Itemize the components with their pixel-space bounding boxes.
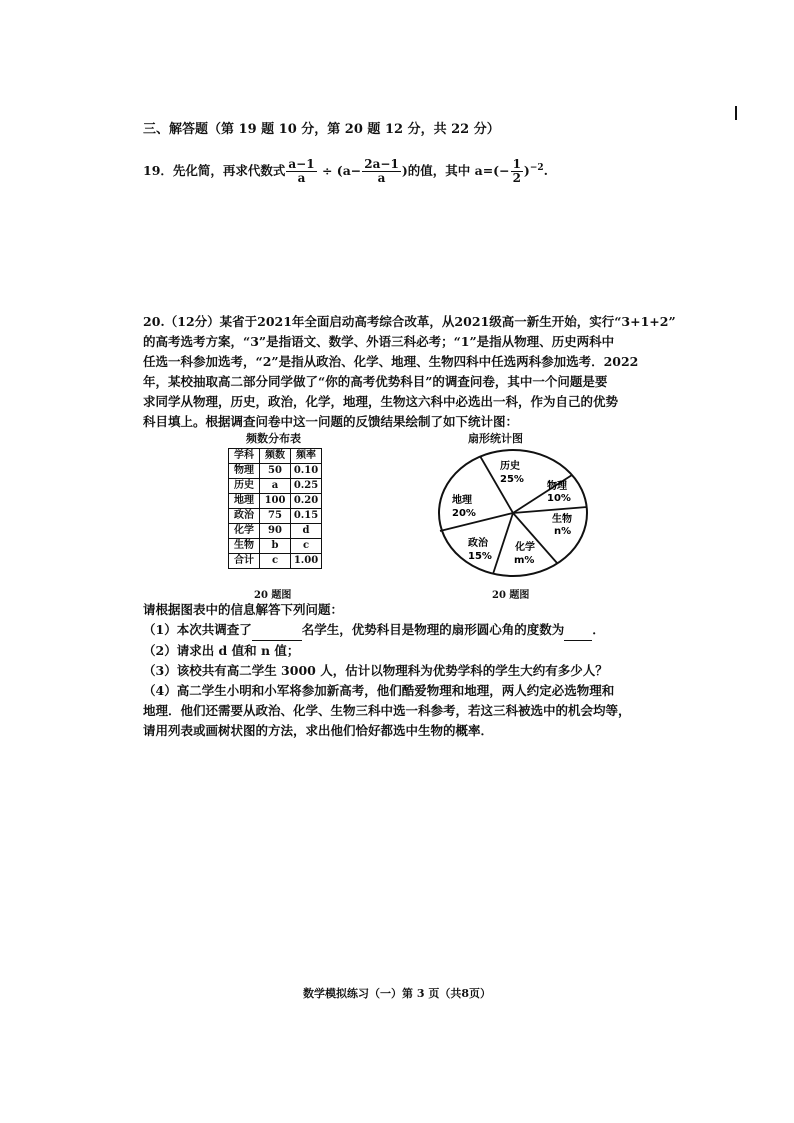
answer-blank [564,620,592,641]
pie-label-chemistry: 化学 [515,542,535,553]
table-cell: c [260,554,291,569]
q19-paren-close: )的值，其中 a=(− [401,163,510,179]
q19-prefix: 19．先化简，再求代数式 [143,163,286,179]
sub-question-4: 地理．他们还需要从政治、化学、生物三科中选一科参考，若这三科被选中的机会均等， [143,703,631,718]
after-chart-text: 请根据图表中的信息解答下列问题： [143,602,344,617]
pie-label-physics: 物理 [547,481,567,492]
table-row [229,479,322,494]
pie-pct-history: 25% [500,474,524,485]
table-cell: 0.10 [291,464,322,479]
pie-title: 扇形统计图 [468,432,523,445]
table-header-cell: 频率 [291,449,322,464]
table-cell: 生物 [229,539,260,554]
pie-pct-chemistry: m% [514,555,535,566]
table-header-cell: 学科 [229,449,260,464]
pie-divider [440,513,513,531]
table-cell: 历史 [229,479,260,494]
table-cell: 90 [260,524,291,539]
table-cell: 物理 [229,464,260,479]
pie-divider [513,507,587,513]
fraction-1-over-2: $\frac{1}{2}$ [512,157,521,186]
table-cell: 0.25 [291,479,322,494]
q20-line: 年，某校抽取高二部分同学做了“你的高考优势科目”的调查问卷，其中一个问题是要 [143,374,608,389]
table-row [229,494,322,509]
table-caption: 20 题图 [254,590,292,601]
pie-pct-biology: n% [554,526,572,537]
sub-question-4: （4）高二学生小明和小军将参加新高考，他们酷爱物理和地理，两人约定必选物理和 [143,683,615,698]
margin-mark [735,106,737,120]
q20-line: 20.（12分）某省于2021年全面启动高考综合改革，从2021级高一新生开始，实行“3+1+2” [143,314,676,329]
table-title: 频数分布表 [246,432,301,445]
table-cell: 合计 [229,554,260,569]
q19-paren-open: (a− [336,163,362,179]
q20-line: 科目填上。根据调查问卷中这一问题的反馈结果绘制了如下统计图： [143,414,519,429]
table-row [229,539,322,554]
pie-chart [430,445,600,585]
sub-questions [143,600,631,741]
question-19 [143,158,548,185]
q19-exponent: −2 [529,163,544,173]
table-row [229,509,322,524]
pie-caption: 20 题图 [492,590,530,601]
table-cell: 1.00 [291,554,322,569]
table-cell: 化学 [229,524,260,539]
q20-line: 求同学从物理，历史，政治，化学，地理，生物这六科中必选出一科，作为自己的优势 [143,394,619,409]
fraction-a-minus-1-over-a: $\frac{a-1}{a}$ [288,157,315,186]
divide-sign: ÷ [321,163,333,179]
table-row [229,464,322,479]
table-cell: b [260,539,291,554]
pie-label-politics: 政治 [468,538,488,549]
sub-question-2: （2）请求出 d 值和 n 值； [143,643,300,658]
table-header-cell: 频数 [260,449,291,464]
sub-question-3: （3）该校共有高二学生 3000 人，估计以物理科为优势学科的学生大约有多少人？ [143,663,608,678]
section-header: 三、解答题（第 19 题 10 分，第 20 题 12 分，共 22 分） [143,122,500,137]
table-cell: 0.15 [291,509,322,524]
table-row [229,524,322,539]
page-footer: 数学模拟练习（一）第 3 页（共8页） [303,987,491,1000]
table-cell: d [291,524,322,539]
table-cell: 地理 [229,494,260,509]
q19-exp-close: ) [523,163,530,179]
q19-end: . [543,163,549,179]
table-cell: 50 [260,464,291,479]
table-cell: a [260,479,291,494]
table-cell: 100 [260,494,291,509]
answer-blank [252,620,302,641]
pie-pct-geography: 20% [452,508,476,519]
pie-pct-physics: 10% [547,493,571,504]
table-cell: c [291,539,322,554]
pie-label-biology: 生物 [552,514,572,525]
table-row [229,554,322,569]
frequency-table [228,448,322,569]
table-cell: 75 [260,509,291,524]
pie-pct-politics: 15% [468,551,492,562]
fraction-2a-minus-1-over-a: $\frac{2a-1}{a}$ [364,157,399,186]
pie-label-history: 历史 [500,461,520,472]
q20-line: 任选一科参加选考，“2”是指从政治、化学、地理、生物四科中任选两科参加选考．2022 [143,354,639,369]
q20-line: 的高考选考方案，“3”是指语文、数学、外语三科必考；“1”是指从物理、历史两科中 [143,334,615,349]
table-cell: 政治 [229,509,260,524]
pie-divider [493,513,513,574]
sub-question-4: 请用列表或画树状图的方法，求出他们恰好都选中生物的概率． [143,723,494,738]
table-header-row [229,449,322,464]
question-20-text [143,312,676,432]
pie-label-geography: 地理 [452,495,472,506]
table-cell: 0.20 [291,494,322,509]
sub-question-1: （1）本次共调查了 名学生，优势科目是物理的扇形圆心角的度数为 ． [143,620,631,641]
